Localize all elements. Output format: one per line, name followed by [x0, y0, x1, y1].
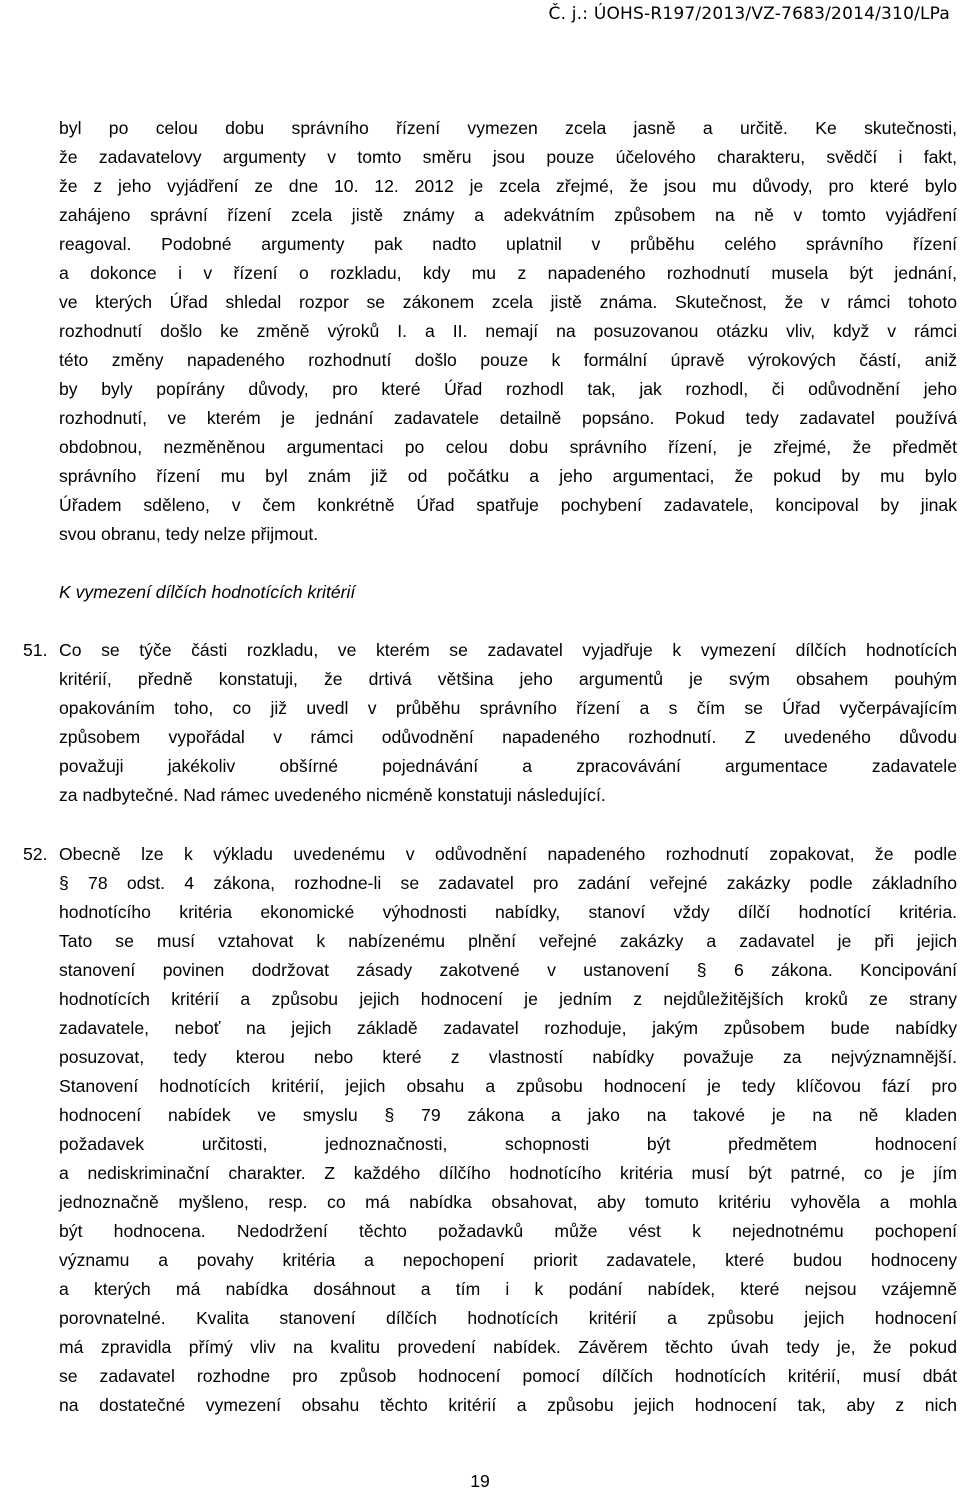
- text-line: obdobnou, nezměněnou argumentaci po celou dobu správního řízení, je zřejmé, že předmět: [59, 437, 957, 457]
- document-reference: Č. j.: ÚOHS-R197/2013/VZ-7683/2014/310/LPa: [548, 4, 950, 24]
- text-line: jednoznačně myšleno, resp. co má nabídka obsahovat, aby tomuto kritériu vyhověla a mohla: [59, 1192, 957, 1212]
- text-line: rozhodnutí, ve kterém je jednání zadavatele detailně popsáno. Pokud tedy zadavatel používá: [59, 408, 957, 428]
- text-line: opakováním toho, co již uvedl v průběhu správního řízení a s čím se Úřad vyčerpávajícím: [59, 698, 957, 718]
- section-heading: K vymezení dílčích hodnotících kritérií: [59, 582, 356, 602]
- text-line: by byly popírány důvody, pro které Úřad rozhodl tak, jak rozhodl, či odůvodnění jeho: [59, 379, 957, 399]
- text-line: Obecně lze k výkladu uvedenému v odůvodnění napadeného rozhodnutí zopakovat, že podle: [59, 844, 957, 864]
- text-line: správního řízení mu byl znám již od počátku a jeho argumentaci, že pokud by mu bylo: [59, 466, 957, 486]
- text-line: kritérií, předně konstatuji, že drtivá většina jeho argumentů je svým obsahem pouhým: [59, 669, 957, 689]
- text-line: významu a povahy kritéria a nepochopení priorit zadavatele, které budou hodnoceny: [59, 1250, 957, 1270]
- text-line: zahájeno správní řízení zcela jistě známy a adekvátním způsobem na ně v tomto vyjádření: [59, 205, 957, 225]
- text-line: Co se týče části rozkladu, ve kterém se zadavatel vyjadřuje k vymezení dílčích hodnotících: [59, 640, 957, 660]
- text-line: zadavatele, neboť na jejich základě zadavatel rozhoduje, jakým způsobem bude nabídky: [59, 1018, 957, 1038]
- text-line: porovnatelné. Kvalita stanovení dílčích hodnotících kritérií a způsobu jejich hodnocení: [59, 1308, 957, 1328]
- paragraph-number-51: 51.: [23, 640, 48, 660]
- text-line: a kterých má nabídka dosáhnout a tím i k podání nabídek, které nejsou vzájemně: [59, 1279, 957, 1299]
- text-line: hodnocení nabídek ve smyslu § 79 zákona a jako na takové je na ně kladen: [59, 1105, 957, 1125]
- text-line: způsobem vypořádal v rámci odůvodnění napadeného rozhodnutí. Z uvedeného důvodu: [59, 727, 957, 747]
- text-line: byl po celou dobu správního řízení vymezen zcela jasně a určitě. Ke skutečnosti,: [59, 118, 957, 138]
- text-line: hodnotícího kritéria ekonomické výhodnosti nabídky, stanoví vždy dílčí hodnotící kritéria.: [59, 902, 957, 922]
- text-line: ve kterých Úřad shledal rozpor se zákonem zcela jistě známa. Skutečnost, že v rámci tohoto: [59, 292, 957, 312]
- text-line: této změny napadeného rozhodnutí došlo pouze k formální úpravě výrokových částí, aniž: [59, 350, 957, 370]
- text-line: hodnotících kritérií a způsobu jejich hodnocení je jedním z nejdůležitějších kroků ze strany: [59, 989, 957, 1009]
- text-line: má zpravidla přímý vliv na kvalitu provedení nabídek. Závěrem těchto úvah tedy je, že pokud: [59, 1337, 957, 1357]
- text-line: za nadbytečné. Nad rámec uvedeného nicméně konstatuji následující.: [59, 785, 606, 805]
- paragraph-number-52: 52.: [23, 844, 48, 864]
- text-line: rozhodnutí došlo ke změně výroků I. a II. nemají na posuzovanou otázku vliv, když v rámci: [59, 321, 957, 341]
- text-line: že zadavatelovy argumenty v tomto směru jsou pouze účelového charakteru, svědčí i fakt,: [59, 147, 957, 167]
- text-line: a nediskriminační charakter. Z každého dílčího hodnotícího kritéria musí být patrné, co je jím: [59, 1163, 957, 1183]
- text-line: na dostatečné vymezení obsahu těchto kritérií a způsobu jejich hodnocení tak, aby z nich: [59, 1395, 957, 1415]
- text-line: stanovení povinen dodržovat zásady zakotvené v ustanovení § 6 zákona. Koncipování: [59, 960, 957, 980]
- text-line: § 78 odst. 4 zákona, rozhodne-li se zadavatel pro zadání veřejné zakázky podle základního: [59, 873, 957, 893]
- text-line: Tato se musí vztahovat k nabízenému plnění veřejné zakázky a zadavatel je při jejich: [59, 931, 957, 951]
- text-line: Stanovení hodnotících kritérií, jejich obsahu a způsobu hodnocení je tedy klíčovou fází pro: [59, 1076, 957, 1096]
- text-line: svou obranu, tedy nelze přijmout.: [59, 524, 319, 544]
- text-line: že z jeho vyjádření ze dne 10. 12. 2012 je zcela zřejmé, že jsou mu důvody, pro které bylo: [59, 176, 957, 196]
- text-line: posuzovat, tedy kterou nebo které z vlastností nabídky považuje za nejvýznamnější.: [59, 1047, 957, 1067]
- text-line: požadavek určitosti, jednoznačnosti, schopnosti být předmětem hodnocení: [59, 1134, 957, 1154]
- text-line: a dokonce i v řízení o rozkladu, kdy mu z napadeného rozhodnutí musela být jednání,: [59, 263, 957, 283]
- page-number: 19: [470, 1471, 490, 1491]
- text-line: reagoval. Podobné argumenty pak nadto uplatnil v průběhu celého správního řízení: [59, 234, 957, 254]
- text-line: se zadavatel rozhodne pro způsob hodnocení pomocí dílčích hodnotících kritérií, musí dbát: [59, 1366, 957, 1386]
- text-line: považuji jakékoliv obšírné pojednávání a zpracovávání argumentace zadavatele: [59, 756, 957, 776]
- text-line: Úřadem sděleno, v čem konkrétně Úřad spatřuje pochybení zadavatele, koncipoval by jinak: [59, 495, 957, 515]
- text-line: být hodnocena. Nedodržení těchto požadavků může vést k nejednotnému pochopení: [59, 1221, 957, 1241]
